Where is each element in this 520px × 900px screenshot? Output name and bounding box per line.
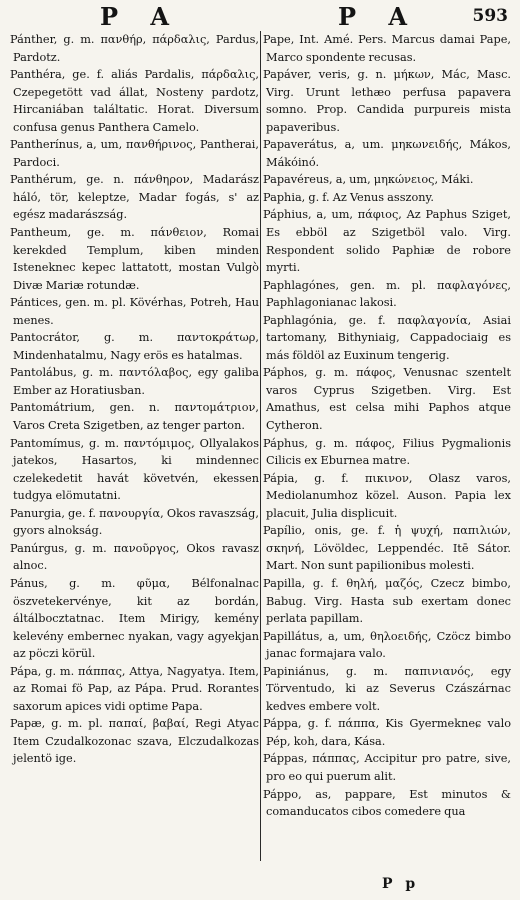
dictionary-entry: Panthéra, ge. f. aliás Pardalis, πάρδαλις, Czepegetött vad állat, Nosteny pardotz, Hircaniában találtatic. Horat. Diversum confusa genus Panthera Camelo. bbox=[10, 68, 259, 134]
dictionary-entry: Pántices, gen. m. pl. Kövérhas, Potreh, Hau menes. bbox=[10, 296, 259, 327]
dictionary-entry: Pápa, g. m. πάππας, Attya, Nagyatya. Item, az Romai fö Pap, az Pápa. Prud. Rorantes saxorum apices vidi optime Papa. bbox=[10, 664, 259, 713]
dictionary-entry: Papaverátus, a, um. μηκωνειδής, Mákos, Mákóinó. bbox=[263, 138, 511, 169]
dictionary-entry: Paphlagónes, gen. m. pl. παφλαγόνες, Paphlagonianac lakosi. bbox=[263, 278, 511, 310]
dictionary-entry: Páppa, g. f. πάππα, Kis Gyermekneɕ valo Pép, koh, dara, Kása. bbox=[263, 717, 511, 748]
dictionary-entry: Pantomímus, g. m. παντόμιμος, Ollyalakos jatekos, Hasartos, ki mindennec czelekedetit havát követvén, ekessen tudgya elömutatni. bbox=[10, 436, 259, 503]
header-right-letters: P A bbox=[338, 2, 420, 31]
dictionary-entry: Páphus, g. m. πάφος, Filius Pygmalionis Cilicis ex Eburnea matre. bbox=[263, 436, 511, 468]
dictionary-entry: Papílio, onis, ge. f. ἡ ψυχή, παπιλιών, σκηνή, Lövöldec, Leppendéc. Itē Sátor. Mart. Non sunt papilionibus molesti. bbox=[263, 524, 511, 573]
dictionary-entry: Pánus, g. m. φῦμα, Bélfonalnac öszvetekervénye, kit az bordán, áltálbocztatnac. Item Mirigy, kemény kelevény embernec nyakan, vagy agyekjan az pöczi körül. bbox=[10, 576, 259, 661]
dictionary-entry: Panurgia, ge. f. πανουργία, Okos ravaszság, gyors alnokság. bbox=[10, 506, 259, 538]
signature-mark: P p bbox=[382, 876, 420, 892]
dictionary-entry: Panthérum, ge. n. πάνθηρον, Madarász háló, tör, keleptze, Madar fogás, s' az egész madarászság. bbox=[10, 173, 259, 222]
dictionary-entry: Papilla, g. f. θηλή, μαζός, Czecz bimbo, Babug. Virg. Hasta sub exertam donec perlata papillam. bbox=[263, 576, 511, 626]
dictionary-entry: Pantherínus, a, um, πανθήρινος, Pantherai, Pardoci. bbox=[10, 138, 259, 169]
dictionary-entry: Pantheum, ge. m. πάνθειον, Romai kerekded Templum, kiben minden Isteneknec kepec lattatott, mostan Vulgò Divæ Mariæ rotundæ. bbox=[10, 226, 259, 292]
dictionary-entry: Papillátus, a, um, θηλοειδής, Czöcz bimbo janac formajara valo. bbox=[263, 629, 511, 661]
dictionary-entry: Pape, Int. Amé. Pers. Marcus damai Pape, Marco spondente recusas. bbox=[263, 33, 511, 64]
column-divider bbox=[260, 31, 261, 861]
dictionary-entry: Páppo, as, pappare, Est minutos & comanducatos cibos comedere qua bbox=[263, 787, 511, 819]
dictionary-entry: Papiniánus, g. m. παπινιανός, egy Törventudo, ki az Severus Czászárnac kedves embere volt. bbox=[263, 664, 511, 713]
dictionary-entry: Pápia, g. f. πικινον, Olasz varos, Mediolanumhoz közel. Auson. Papia lex placuit, Julia displicuit. bbox=[263, 471, 511, 520]
dictionary-entry: Papæ, g. m. pl. παπαί, βαβαί, Regi Atyac Item Czudalkozonac szava, Elczudalkozas jelentö ige. bbox=[10, 717, 259, 766]
dictionary-entry: Páppas, πάππας, Accipitur pro patre, sive, pro eo qui puerum alit. bbox=[263, 752, 511, 783]
dictionary-entry: Pantomátrium, gen. n. παντομάτριον, Varos Creta Szigetben, az tenger parton. bbox=[10, 401, 259, 433]
left-column bbox=[10, 31, 259, 768]
dictionary-entry: Paphlagónia, ge. f. παφλαγονία, Asiai tartomany, Bithyniaig, Cappadociaig es más földöl az Euxinum tengerig. bbox=[263, 313, 511, 362]
dictionary-entry: Papavéreus, a, um, μηκώνειος, Máki. bbox=[263, 173, 474, 187]
dictionary-entry: Pantocrátor, g. m. παντοκράτωρ, Mindenhatalmu, Nagy erös es hatalmas. bbox=[10, 331, 259, 362]
dictionary-entry: Páphos, g. m. πάφος, Venusnac szentelt varos Cyprus Szigetben. Virg. Est Amathus, est celsa mihi Paphos atque Cytheron. bbox=[263, 366, 511, 433]
page-number: 593 bbox=[472, 6, 508, 26]
header-left-letters: P A bbox=[100, 2, 182, 31]
right-column bbox=[263, 31, 511, 821]
dictionary-entry: Pánther, g. m. πανθήρ, πάρδαλις, Pardus, Pardotz. bbox=[10, 33, 259, 64]
dictionary-entry: Papáver, veris, g. n. μήκων, Mác, Masc. Virg. Urunt lethæo perfusa papavera somno. Prop. Candida purpureis mista papaveribus. bbox=[263, 68, 511, 134]
dictionary-entry: Páphius, a, um, πάφιος, Az Paphus Sziget, Es ebböl az Szigetböl valo. Virg. Respondent solido Paphiæ de robore myrti. bbox=[263, 208, 511, 275]
dictionary-entry: Pantolábus, g. m. παντόλαβος, egy galiba Ember az Horatiusban. bbox=[10, 366, 259, 397]
dictionary-entry: Paphia, g. f. Az Venus asszony. bbox=[263, 190, 435, 204]
running-header bbox=[0, 2, 520, 30]
dictionary-entry: Panúrgus, g. m. πανοῦργος, Okos ravasz alnoc. bbox=[10, 541, 259, 573]
